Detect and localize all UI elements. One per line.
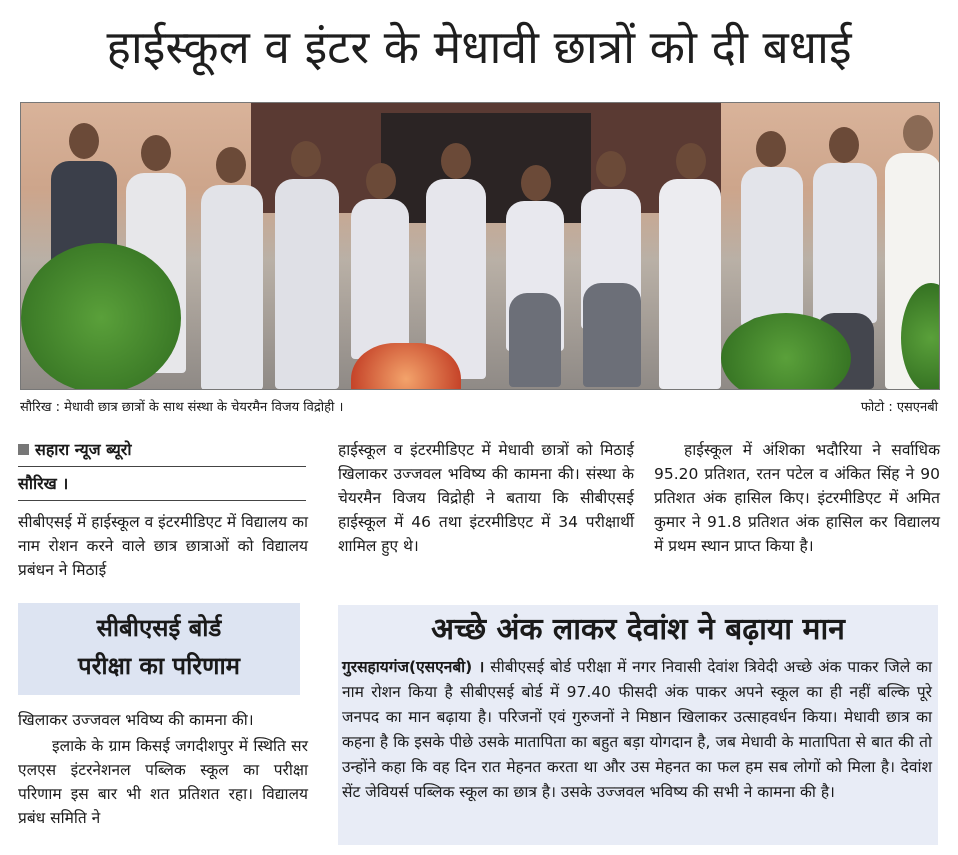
photo-person-head [291, 141, 321, 177]
col3-text: हाईस्कूल में अंशिका भदौरिया ने सर्वाधिक 95.20 प्रतिशत, रतन पटेल व अंकित सिंह ने 90 प्रतिशत अंक हासिल किए। इंटरमीडिएट में अमित कुमार ने 91.8 प्रतिशत अंक हासिल कर विद्यालय में प्रथम स्थान प्राप्त किया है। [654, 441, 940, 555]
photo-plant [21, 243, 181, 390]
caption-text: सौरिख : मेधावी छात्र छात्रों के साथ संस्था के चेयरमैन विजय विद्रोही । [20, 400, 344, 415]
col1-para3: इलाके के ग्राम किसई जगदीशपुर में स्थिति सर एलएस इंटरनेशनल पब्लिक स्कूल का परीक्षा परिणाम इस बार भी शत प्रतिशत रहा। विद्यालय प्रबंध समिति ने [18, 737, 308, 827]
photo-person-skirt [509, 293, 561, 387]
photo-person-head [141, 135, 171, 171]
subhead-line1: सीबीएसई बोर्ड [96, 614, 222, 642]
subhead-line2: परीक्षा का परिणाम [77, 652, 241, 680]
photo-person-head [366, 163, 396, 199]
photo-person-head [903, 115, 933, 151]
photo-person-head [521, 165, 551, 201]
col1-para1: सीबीएसई में हाईस्कूल व इंटरमीडिएट में विद्यालय का नाम रोशन करने वाले छात्र छात्राओं को विद्यालय प्रबंधन ने मिठाई [18, 513, 308, 579]
byline [18, 438, 306, 462]
photo-person [275, 179, 339, 389]
story-body [342, 655, 932, 805]
photo-credit: फोटो : एसएनबी [860, 400, 938, 415]
photo-person [741, 167, 803, 327]
photo-caption [20, 398, 938, 418]
devansh-story-box [338, 605, 938, 845]
photo-person-head [756, 131, 786, 167]
photo-person [659, 179, 721, 389]
col1-para2: खिलाकर उज्जवल भविष्य की कामना की। [18, 711, 254, 729]
photo-person-head [69, 123, 99, 159]
photo-person-head [216, 147, 246, 183]
photo-person [813, 163, 877, 323]
headline: हाईस्कूल व इंटर के मेधावी छात्रों को दी बधाई [106, 20, 852, 74]
story-dateline: गुरसहायगंज(एसएनबी) । [342, 658, 485, 676]
photo-gift-basket [351, 343, 461, 390]
dateline: सौरिख । [18, 474, 69, 493]
byline-divider [18, 466, 306, 467]
col2-text: हाईस्कूल व इंटरमीडिएट में मेधावी छात्रों को मिठाई खिलाकर उज्जवल भविष्य की कामना की। संस्था के चेयरमैन विजय विद्रोही ने बताया कि सीबीएसई हाईस्कूल में 46 तथा इंटरमीडिएट में 34 परीक्षार्थी शामिल हुए थे। [338, 441, 634, 555]
photo-person-head [596, 151, 626, 187]
photo-person [201, 185, 263, 390]
photo-person-head [441, 143, 471, 179]
photo-person-head [676, 143, 706, 179]
subhead-box [18, 603, 300, 695]
photo-person [351, 199, 409, 359]
story-title: अच्छे अंक लाकर देवांश ने बढ़ाया मान [431, 612, 845, 647]
story-text: सीबीएसई बोर्ड परीक्षा में नगर निवासी देवांश त्रिवेदी अच्छे अंक पाकर जिले का नाम रोशन किया है सीबीएसई बोर्ड में 97.40 फीसदी अंक पाकर अपने स्कूल का ही नहीं बल्कि पूरे जनपद का मान बढ़ाया है। परिजनों एवं गुरुजनों ने मिष्ठान खिलाकर उत्साहवर्धन किया। मेधावी छात्र का कहना है कि इसके पीछे उसके मातापिता का बहुत बड़ा योगदान है, जब मेधावी के मातापिता से बात की तो उन्होंने कहा कि वह दिन रात मेहनत करता था और उस मेहनत का फल हम सब लोगों को मिला है। देवांश सेंट जेवियर्स पब्लिक स्कूल का छात्र है। उसके उज्जवल भविष्य की सभी ने कामना की है। [342, 658, 932, 801]
square-bullet-icon [18, 444, 29, 455]
photo-person-head [829, 127, 859, 163]
dateline-divider [18, 500, 306, 501]
byline-agency: सहारा न्यूज ब्यूरो [35, 440, 132, 459]
photo-person-skirt [583, 283, 641, 387]
group-photo [20, 102, 940, 390]
